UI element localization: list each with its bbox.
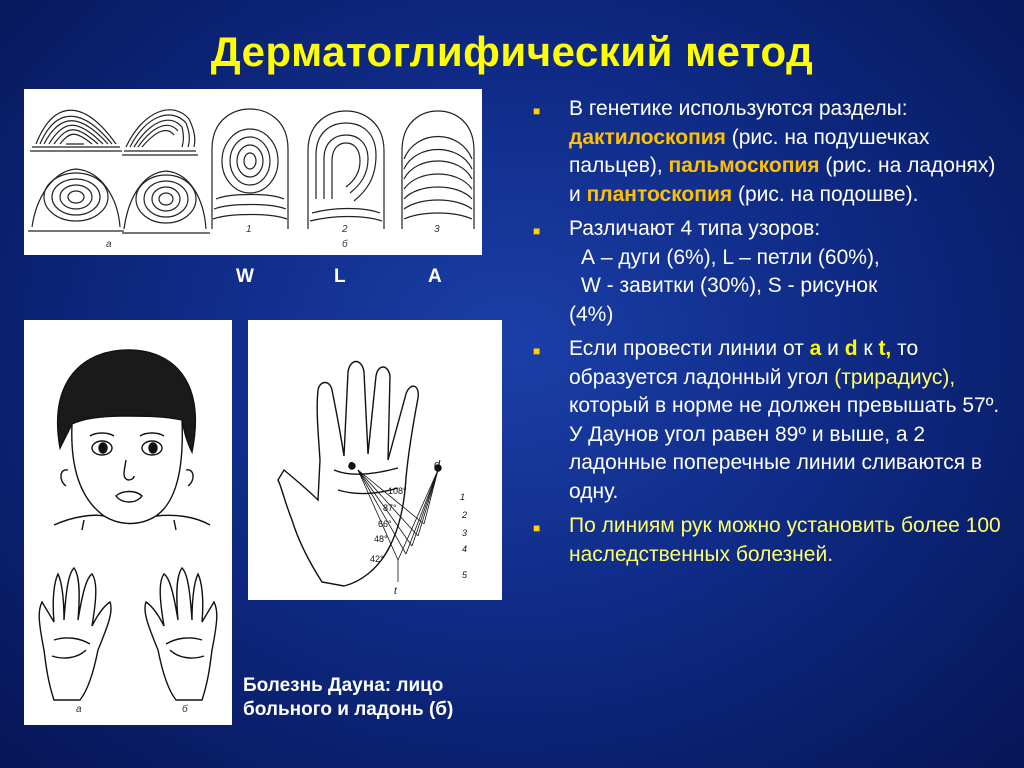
palm-line-1: 1: [460, 492, 466, 502]
palm-outline-drawing: [278, 362, 418, 587]
figure-label-2: 2: [342, 224, 348, 235]
finger-loop-pattern: [308, 111, 384, 229]
palm-angle-87: 87°: [383, 503, 397, 513]
figure-label-3: 3: [434, 224, 440, 235]
pattern-types-line-1: А – дуги (6%), L – петли (60%),: [581, 245, 880, 269]
arch-pattern-2: [122, 110, 198, 155]
figure-label-b: б: [342, 239, 348, 250]
palm-label-t: t: [394, 586, 397, 597]
palm-label-a: a: [348, 459, 355, 471]
bullet-genetics-sections: ■ В генетике используются разделы: дактилоскопия (рис. на подушечках пальцев), пальмоскопия (рис. на ладонях) и плантоскопия (рис. на подошве).: [533, 97, 996, 206]
bullet-marker-icon: ■: [533, 521, 541, 535]
fingerprint-patterns-image: [24, 89, 482, 255]
arch-pattern-1: [30, 110, 122, 151]
bullet-list: [532, 95, 1002, 575]
figure-label-a: а: [106, 239, 112, 250]
term-plantoscopy: плантоскопия: [586, 182, 733, 206]
caption-line-1: Болезнь Дауна: лицо: [243, 675, 444, 696]
term-palmoscopy: пальмоскопия: [668, 154, 820, 177]
pattern-types-line-3: (4%): [569, 302, 614, 326]
slide-title: Дерматоглифический метод: [210, 28, 814, 75]
term-triradius: (трирадиус),: [834, 365, 956, 389]
hands-drawing-a: [39, 568, 111, 700]
figure-label-1: 1: [246, 224, 252, 235]
bullet-marker-icon: ■: [533, 344, 541, 358]
finger-arch-pattern: [402, 111, 474, 229]
bullet-triradius: ■ Если провести линии от a и d к t, то образуется ладонный угол (трирадиус), который в норме не должен превышать 57º. У Даунов угол равен 89º и выше, а 2 ладонные поперечные линии сливаются в одну.: [532, 335, 1002, 506]
bullet-hereditary-diseases: ■ По линиям рук можно установить более 100 наследственных болезней.: [533, 514, 1001, 566]
palm-angle-108: 108°: [388, 486, 407, 496]
palm-angle-42: 42°: [370, 554, 384, 564]
whorl-pattern-1: [28, 169, 124, 231]
child-face-drawing: [54, 350, 210, 530]
pattern-label-l: L: [334, 266, 346, 287]
caption-line-2: больного и ладонь (б): [243, 699, 454, 720]
whorl-pattern-2: [122, 171, 210, 233]
hand-label-b: б: [182, 704, 188, 715]
hand-label-a: а: [76, 704, 82, 715]
pattern-label-w: W: [236, 266, 254, 287]
palm-line-5: 5: [462, 570, 468, 580]
palm-line-4: 4: [462, 544, 468, 554]
bullet-pattern-types: ■ Различают 4 типа узоров: А – дуги (6%), L – петли (60%), W - завитки (30%), S - рисунок (4%): [532, 215, 1002, 329]
hands-drawing-b: [145, 568, 217, 700]
palm-angle-48: 48°: [374, 534, 388, 544]
bullet-marker-icon: ■: [533, 104, 541, 118]
bullet-marker-icon: ■: [533, 224, 541, 238]
pattern-types-line-2: W - завитки (30%), S - рисунок: [581, 274, 878, 297]
pattern-label-a: A: [428, 266, 442, 287]
down-angle-text: У Даунов угол равен 89º и выше, а 2 ладонные поперечные линии сливаются в одну.: [569, 422, 983, 503]
figure-caption: [243, 674, 513, 722]
palm-label-d: d: [434, 459, 441, 471]
down-syndrome-face-image: [24, 320, 232, 725]
term-dactyloscopy: дактилоскопия: [569, 125, 726, 149]
palm-angle-66: 66°: [378, 519, 392, 529]
finger-whorl-pattern: [212, 109, 288, 229]
palm-triradius-image: [248, 320, 502, 600]
palm-line-3: 3: [462, 528, 468, 538]
palm-line-2: 2: [462, 510, 468, 520]
